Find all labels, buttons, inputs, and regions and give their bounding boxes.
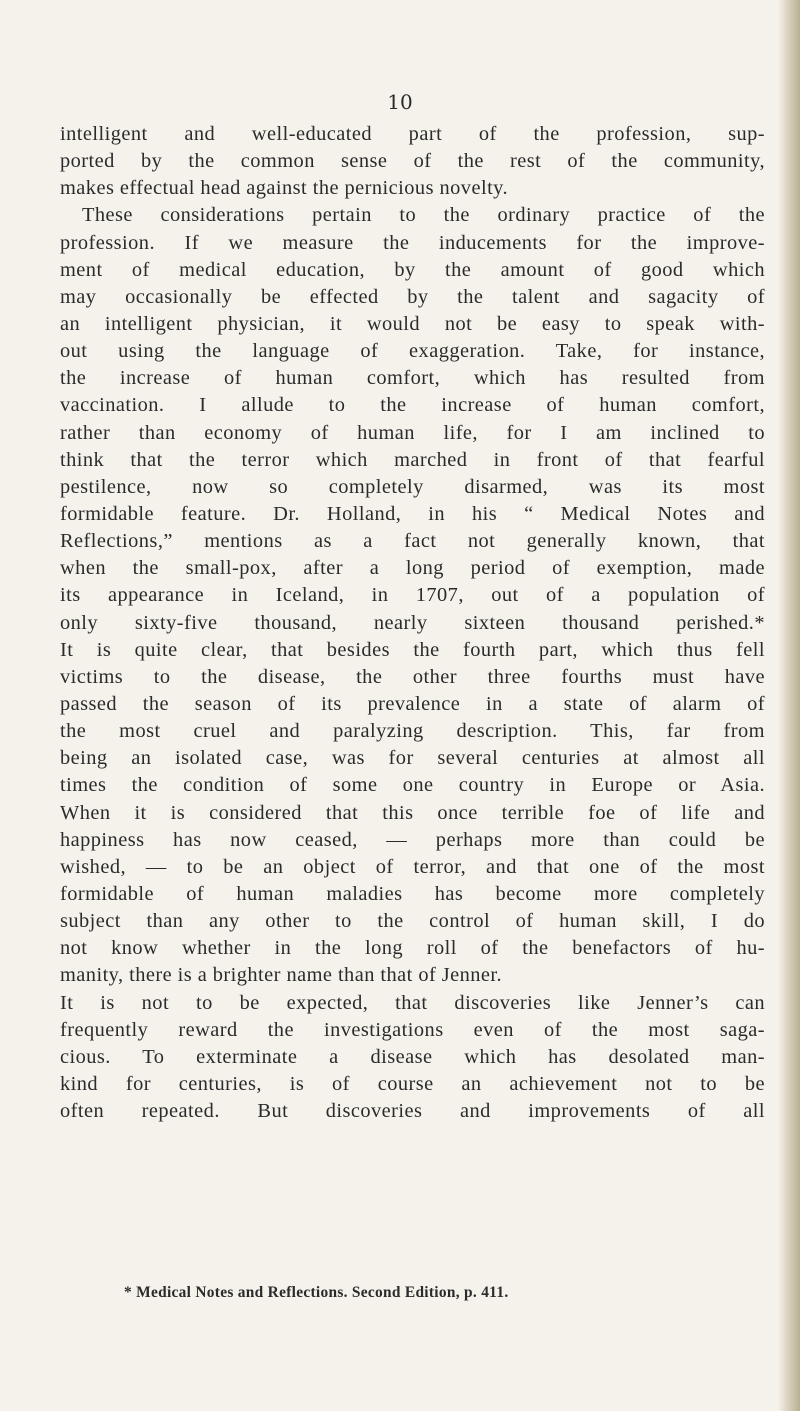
- text-line: its appearance in Iceland, in 1707, out of a population of: [60, 584, 765, 607]
- text-line: intelligent and well-educated part of the profession, sup-: [60, 123, 765, 145]
- text-line: formidable feature. Dr. Holland, in his “ Medical Notes and: [60, 502, 765, 525]
- text-line: formidable of human maladies has become more completely: [60, 882, 765, 905]
- text-line: frequently reward the investigations even of the most saga-: [60, 1018, 765, 1041]
- page-number: 10: [387, 90, 413, 114]
- text-line: being an isolated case, was for several centuries at almost all: [60, 747, 765, 770]
- text-line: pestilence, now so completely disarmed, was its most: [60, 475, 765, 498]
- text-line: profession. If we measure the inducements for the improve-: [60, 231, 765, 254]
- text-line: ment of medical education, by the amount of good which: [60, 258, 765, 281]
- text-line: vaccination. I allude to the increase of human comfort,: [60, 394, 765, 417]
- text-line: happiness has now ceased, — perhaps more than could be: [60, 828, 765, 851]
- text-line: victims to the disease, the other three fourths must have: [60, 665, 765, 688]
- text-line: manity, there is a brighter name than that of Jenner.: [60, 964, 503, 987]
- text-line: when the small-pox, after a long period of exemption, made: [60, 557, 765, 580]
- text-line: These considerations pertain to the ordinary practice of the: [82, 204, 765, 227]
- text-line: ported by the common sense of the rest of the community,: [60, 150, 765, 173]
- text-line: rather than economy of human life, for I am inclined to: [60, 421, 765, 444]
- text-line: often repeated. But discoveries and improvements of all: [60, 1100, 765, 1123]
- text-line: Reflections,” mentions as a fact not generally known, that: [60, 530, 765, 553]
- page-edge-shadow: [778, 0, 800, 1411]
- text-line: subject than any other to the control of human skill, I do: [60, 910, 765, 933]
- text-line: passed the season of its prevalence in a state of alarm of: [60, 692, 765, 715]
- text-line: When it is considered that this once terrible foe of life and: [60, 801, 765, 824]
- text-line: It is not to be expected, that discoveries like Jenner’s can: [60, 991, 765, 1014]
- text-line: kind for centuries, is of course an achievement not to be: [60, 1072, 765, 1095]
- text-line: the most cruel and paralyzing description. This, far from: [60, 720, 765, 743]
- text-line: It is quite clear, that besides the fourth part, which thus fell: [60, 638, 765, 661]
- body-text: [60, 121, 765, 1125]
- text-line: an intelligent physician, it would not be easy to speak with-: [60, 312, 765, 335]
- text-line: cious. To exterminate a disease which has desolated man-: [60, 1045, 765, 1068]
- text-line: wished, — to be an object of terror, and that one of the most: [60, 855, 765, 878]
- text-line: think that the terror which marched in front of that fearful: [60, 448, 765, 471]
- text-line: only sixty-five thousand, nearly sixteen thousand perished.*: [60, 611, 765, 634]
- text-line: may occasionally be effected by the talent and sagacity of: [60, 285, 765, 308]
- text-line: makes effectual head against the pernicious novelty.: [60, 177, 509, 200]
- text-line: out using the language of exaggeration. Take, for instance,: [60, 340, 765, 363]
- text-line: times the condition of some one country in Europe or Asia.: [60, 774, 765, 797]
- text-line: not know whether in the long roll of the benefactors of hu-: [60, 937, 765, 960]
- text-line: the increase of human comfort, which has resulted from: [60, 367, 765, 390]
- footnote: * Medical Notes and Reflections. Second Edition, p. 411.: [124, 1284, 509, 1301]
